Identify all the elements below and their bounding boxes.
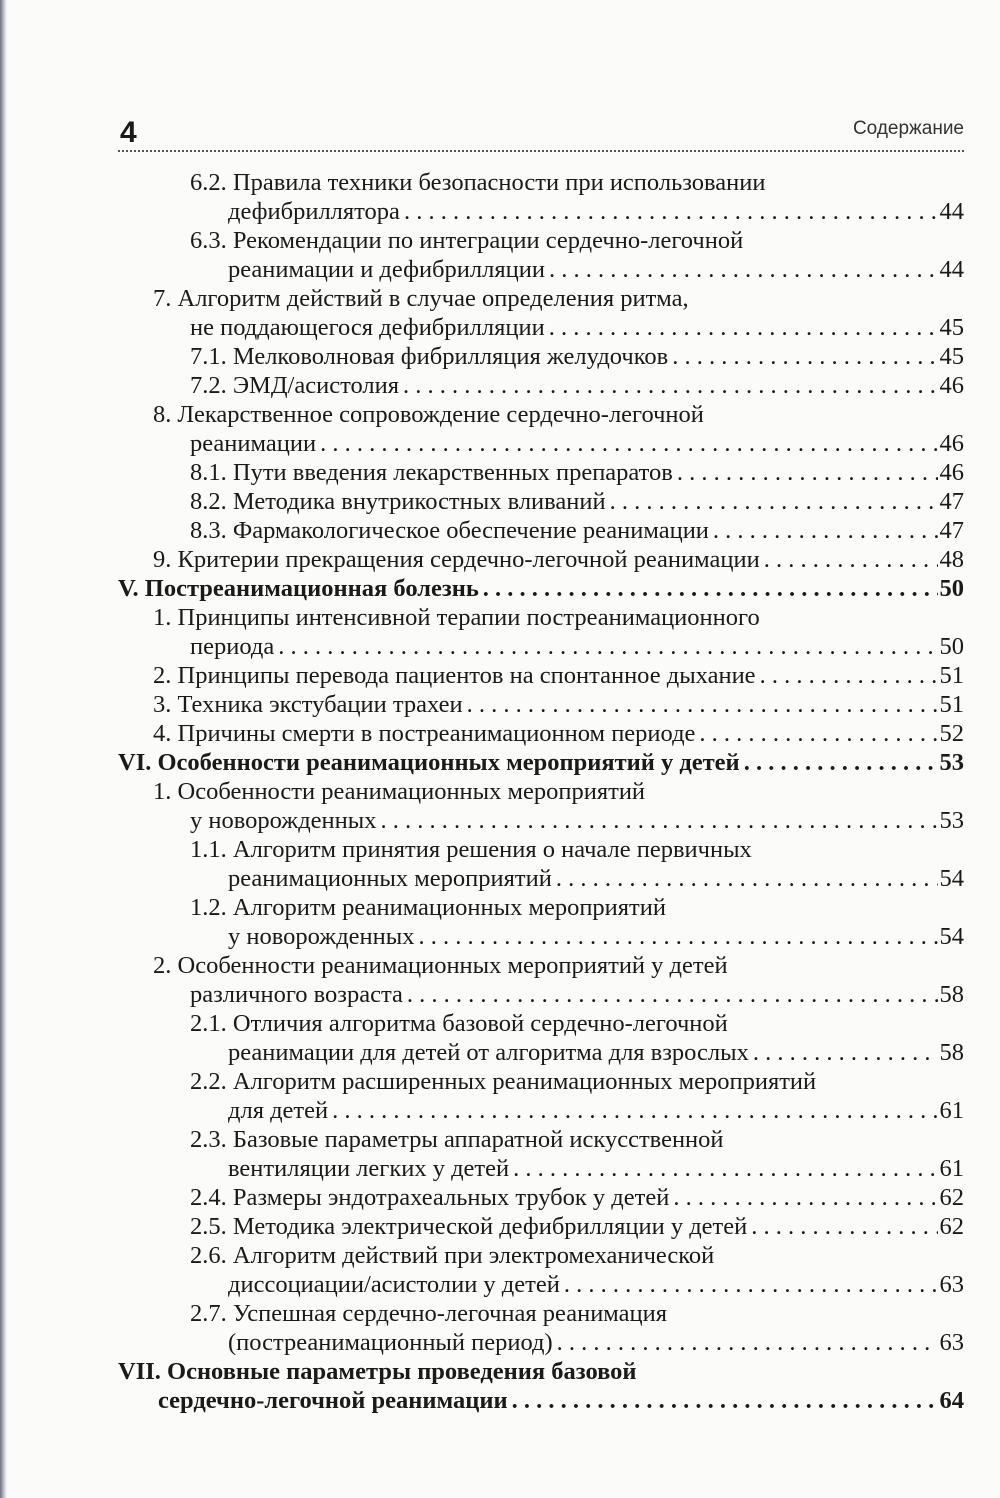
toc-leader-dots — [751, 1212, 937, 1241]
toc-entry-title: вентиляции легких у детей — [228, 1155, 510, 1182]
toc-leader-dots — [407, 980, 938, 1009]
running-head: Содержание — [852, 118, 964, 139]
toc-page-number: 51 — [939, 662, 964, 689]
toc-entry[interactable] — [0, 1125, 1000, 1183]
toc-entry[interactable] — [0, 951, 1000, 1009]
toc-entry-title: 9. Критерии прекращения сердечно-легочной реанимации — [153, 546, 760, 573]
toc-entry-title: 8.3. Фармакологическое обеспечение реанимации — [190, 517, 709, 544]
toc-entry-title: реанимационных мероприятий — [228, 865, 552, 892]
toc-entry[interactable] — [0, 1357, 1000, 1415]
toc-leader-dots — [404, 197, 938, 226]
toc-entry-title: у новорожденных — [228, 923, 415, 950]
toc-entry-title: дефибриллятора — [228, 198, 400, 225]
toc-page-number: 61 — [939, 1097, 964, 1124]
toc-entry[interactable] — [0, 690, 1000, 719]
page-number: 4 — [120, 116, 137, 149]
toc-entry[interactable] — [0, 458, 1000, 487]
toc-leader-dots — [549, 313, 938, 342]
toc-entry[interactable] — [0, 400, 1000, 458]
toc-entry[interactable] — [0, 284, 1000, 342]
toc-entry-title: реанимации — [190, 430, 317, 457]
toc-page-number: 48 — [939, 546, 964, 573]
toc-entry-title: 1. Особенности реанимационных мероприятий — [153, 778, 646, 805]
toc-page-number: 54 — [939, 923, 964, 950]
toc-page-number: 50 — [939, 633, 964, 660]
toc-entry[interactable] — [0, 226, 1000, 284]
toc-page-number: 45 — [939, 314, 964, 341]
toc-page-number: 58 — [939, 1039, 964, 1066]
toc-entry[interactable] — [0, 516, 1000, 545]
toc-leader-dots — [760, 661, 938, 690]
toc-leader-dots — [677, 458, 938, 487]
toc-page-number: 47 — [939, 517, 964, 544]
toc-page-number: 52 — [939, 720, 964, 747]
toc-entry-title: реанимации для детей от алгоритма для взрослых — [228, 1039, 749, 1066]
toc-entry[interactable] — [0, 168, 1000, 226]
toc-entry-title: 2. Особенности реанимационных мероприятий у детей — [153, 952, 728, 979]
toc-page-number: 46 — [939, 459, 964, 486]
toc-page-number: 63 — [939, 1271, 964, 1298]
toc-leader-dots — [467, 690, 938, 719]
toc-page-number: 53 — [939, 749, 964, 776]
toc-entry-title: 2.5. Методика электрической дефибрилляции у детей — [190, 1213, 748, 1240]
toc-page-number: 45 — [939, 343, 964, 370]
toc-leader-dots — [564, 1270, 938, 1299]
toc-page-number: 61 — [939, 1155, 964, 1182]
toc-page-number: 47 — [939, 488, 964, 515]
toc-entry-title: (постреанимационный период) — [228, 1329, 553, 1356]
toc-entry-title: 4. Причины смерти в постреанимационном периоде — [153, 720, 696, 747]
toc-entry-title: 2.1. Отличия алгоритма базовой сердечно-легочной — [190, 1010, 728, 1037]
toc-entry-title: 1.1. Алгоритм принятия решения о начале первичных — [190, 836, 752, 863]
toc-entry-title: реанимации и дефибрилляции — [228, 256, 545, 283]
toc-leader-dots — [513, 1154, 937, 1183]
toc-entry[interactable] — [0, 371, 1000, 400]
toc-entry-title: 2.6. Алгоритм действий при электромеханической — [190, 1242, 715, 1269]
toc-entry-title: 1. Принципы интенсивной терапии постреанимационного — [153, 604, 760, 631]
toc-entry[interactable] — [0, 835, 1000, 893]
toc-leader-dots — [672, 342, 937, 371]
toc-entry[interactable] — [0, 603, 1000, 661]
toc-entry[interactable] — [0, 1067, 1000, 1125]
table-of-contents — [0, 168, 1000, 1415]
toc-leader-dots — [673, 1183, 937, 1212]
toc-entry[interactable] — [0, 1009, 1000, 1067]
toc-entry-title: 6.2. Правила техники безопасности при использовании — [190, 169, 766, 196]
toc-page-number: 54 — [939, 865, 964, 892]
toc-page-number: 63 — [939, 1329, 964, 1356]
toc-leader-dots — [753, 1038, 938, 1067]
toc-leader-dots — [332, 1096, 937, 1125]
toc-entry-title: VII. Основные параметры проведения базовой — [118, 1358, 637, 1385]
toc-entry-title: 8. Лекарственное сопровождение сердечно-легочной — [153, 401, 704, 428]
toc-entry-title: 2.2. Алгоритм расширенных реанимационных мероприятий — [190, 1068, 817, 1095]
toc-entry-title: 2.7. Успешная сердечно-легочная реанимация — [190, 1300, 668, 1327]
toc-entry[interactable] — [0, 661, 1000, 690]
toc-entry[interactable] — [0, 342, 1000, 371]
toc-entry-title: 6.3. Рекомендации по интеграции сердечно-легочной — [190, 227, 744, 254]
toc-entry-title: 1.2. Алгоритм реанимационных мероприятий — [190, 894, 666, 921]
toc-leader-dots — [403, 371, 937, 400]
toc-entry-title: 7.2. ЭМД/асистолия — [190, 372, 400, 399]
toc-entry-title: VI. Особенности реанимационных мероприятий у детей — [118, 749, 740, 776]
toc-leader-dots — [744, 748, 938, 777]
toc-leader-dots — [713, 516, 938, 545]
toc-entry-title: 2.3. Базовые параметры аппаратной искусственной — [190, 1126, 724, 1153]
toc-entry-title: 2.4. Размеры эндотрахеальных трубок у детей — [190, 1184, 670, 1211]
toc-page-number: 44 — [939, 256, 964, 283]
toc-page-number: 58 — [939, 981, 964, 1008]
toc-leader-dots — [278, 632, 937, 661]
toc-entry[interactable] — [0, 545, 1000, 574]
toc-entry[interactable] — [0, 1241, 1000, 1299]
toc-leader-dots — [556, 864, 938, 893]
toc-leader-dots — [380, 806, 937, 835]
toc-entry[interactable] — [0, 777, 1000, 835]
toc-leader-dots — [320, 429, 937, 458]
toc-entry[interactable] — [0, 748, 1000, 777]
toc-entry-title: периода — [190, 633, 275, 660]
toc-leader-dots — [610, 487, 938, 516]
toc-entry-title: для детей — [228, 1097, 329, 1124]
toc-leader-dots — [557, 1328, 938, 1357]
toc-entry-title: 2. Принципы перевода пациентов на спонтанное дыхание — [153, 662, 756, 689]
toc-entry-title: 8.1. Пути введения лекарственных препаратов — [190, 459, 673, 486]
toc-entry[interactable] — [0, 487, 1000, 516]
toc-page-number: 53 — [939, 807, 964, 834]
toc-entry-title: различного возраста — [190, 981, 403, 1008]
toc-entry-title: у новорожденных — [190, 807, 377, 834]
toc-entry[interactable] — [0, 1183, 1000, 1212]
toc-page-number: 64 — [939, 1387, 964, 1414]
toc-page-number: 46 — [939, 430, 964, 457]
toc-entry[interactable] — [0, 1212, 1000, 1241]
toc-entry-title: V. Постреанимационная болезнь — [118, 575, 479, 602]
toc-leader-dots — [418, 922, 937, 951]
toc-leader-dots — [764, 545, 938, 574]
toc-entry-title: не поддающегося дефибрилляции — [190, 314, 545, 341]
toc-page-number: 62 — [939, 1184, 964, 1211]
toc-entry-title: 7. Алгоритм действий в случае определения ритма, — [153, 285, 689, 312]
toc-leader-dots — [549, 255, 938, 284]
toc-page-number: 46 — [939, 372, 964, 399]
toc-page-number: 51 — [939, 691, 964, 718]
header-dotted-rule — [118, 150, 964, 152]
toc-entry-title: сердечно-легочной реанимации — [158, 1387, 508, 1414]
toc-leader-dots — [699, 719, 937, 748]
toc-leader-dots — [512, 1386, 938, 1415]
toc-entry[interactable] — [0, 574, 1000, 603]
toc-entry-title: 3. Техника экстубации трахеи — [153, 691, 463, 718]
toc-entry[interactable] — [0, 893, 1000, 951]
toc-page-number: 50 — [939, 575, 964, 602]
toc-entry[interactable] — [0, 719, 1000, 748]
toc-entry-title: диссоциации/асистолии у детей — [228, 1271, 560, 1298]
toc-page-number: 44 — [939, 198, 964, 225]
toc-entry-title: 7.1. Мелковолновая фибрилляция желудочков — [190, 343, 669, 370]
toc-page-number: 62 — [939, 1213, 964, 1240]
toc-entry-title: 8.2. Методика внутрикостных вливаний — [190, 488, 606, 515]
toc-leader-dots — [483, 574, 938, 603]
toc-entry[interactable] — [0, 1299, 1000, 1357]
